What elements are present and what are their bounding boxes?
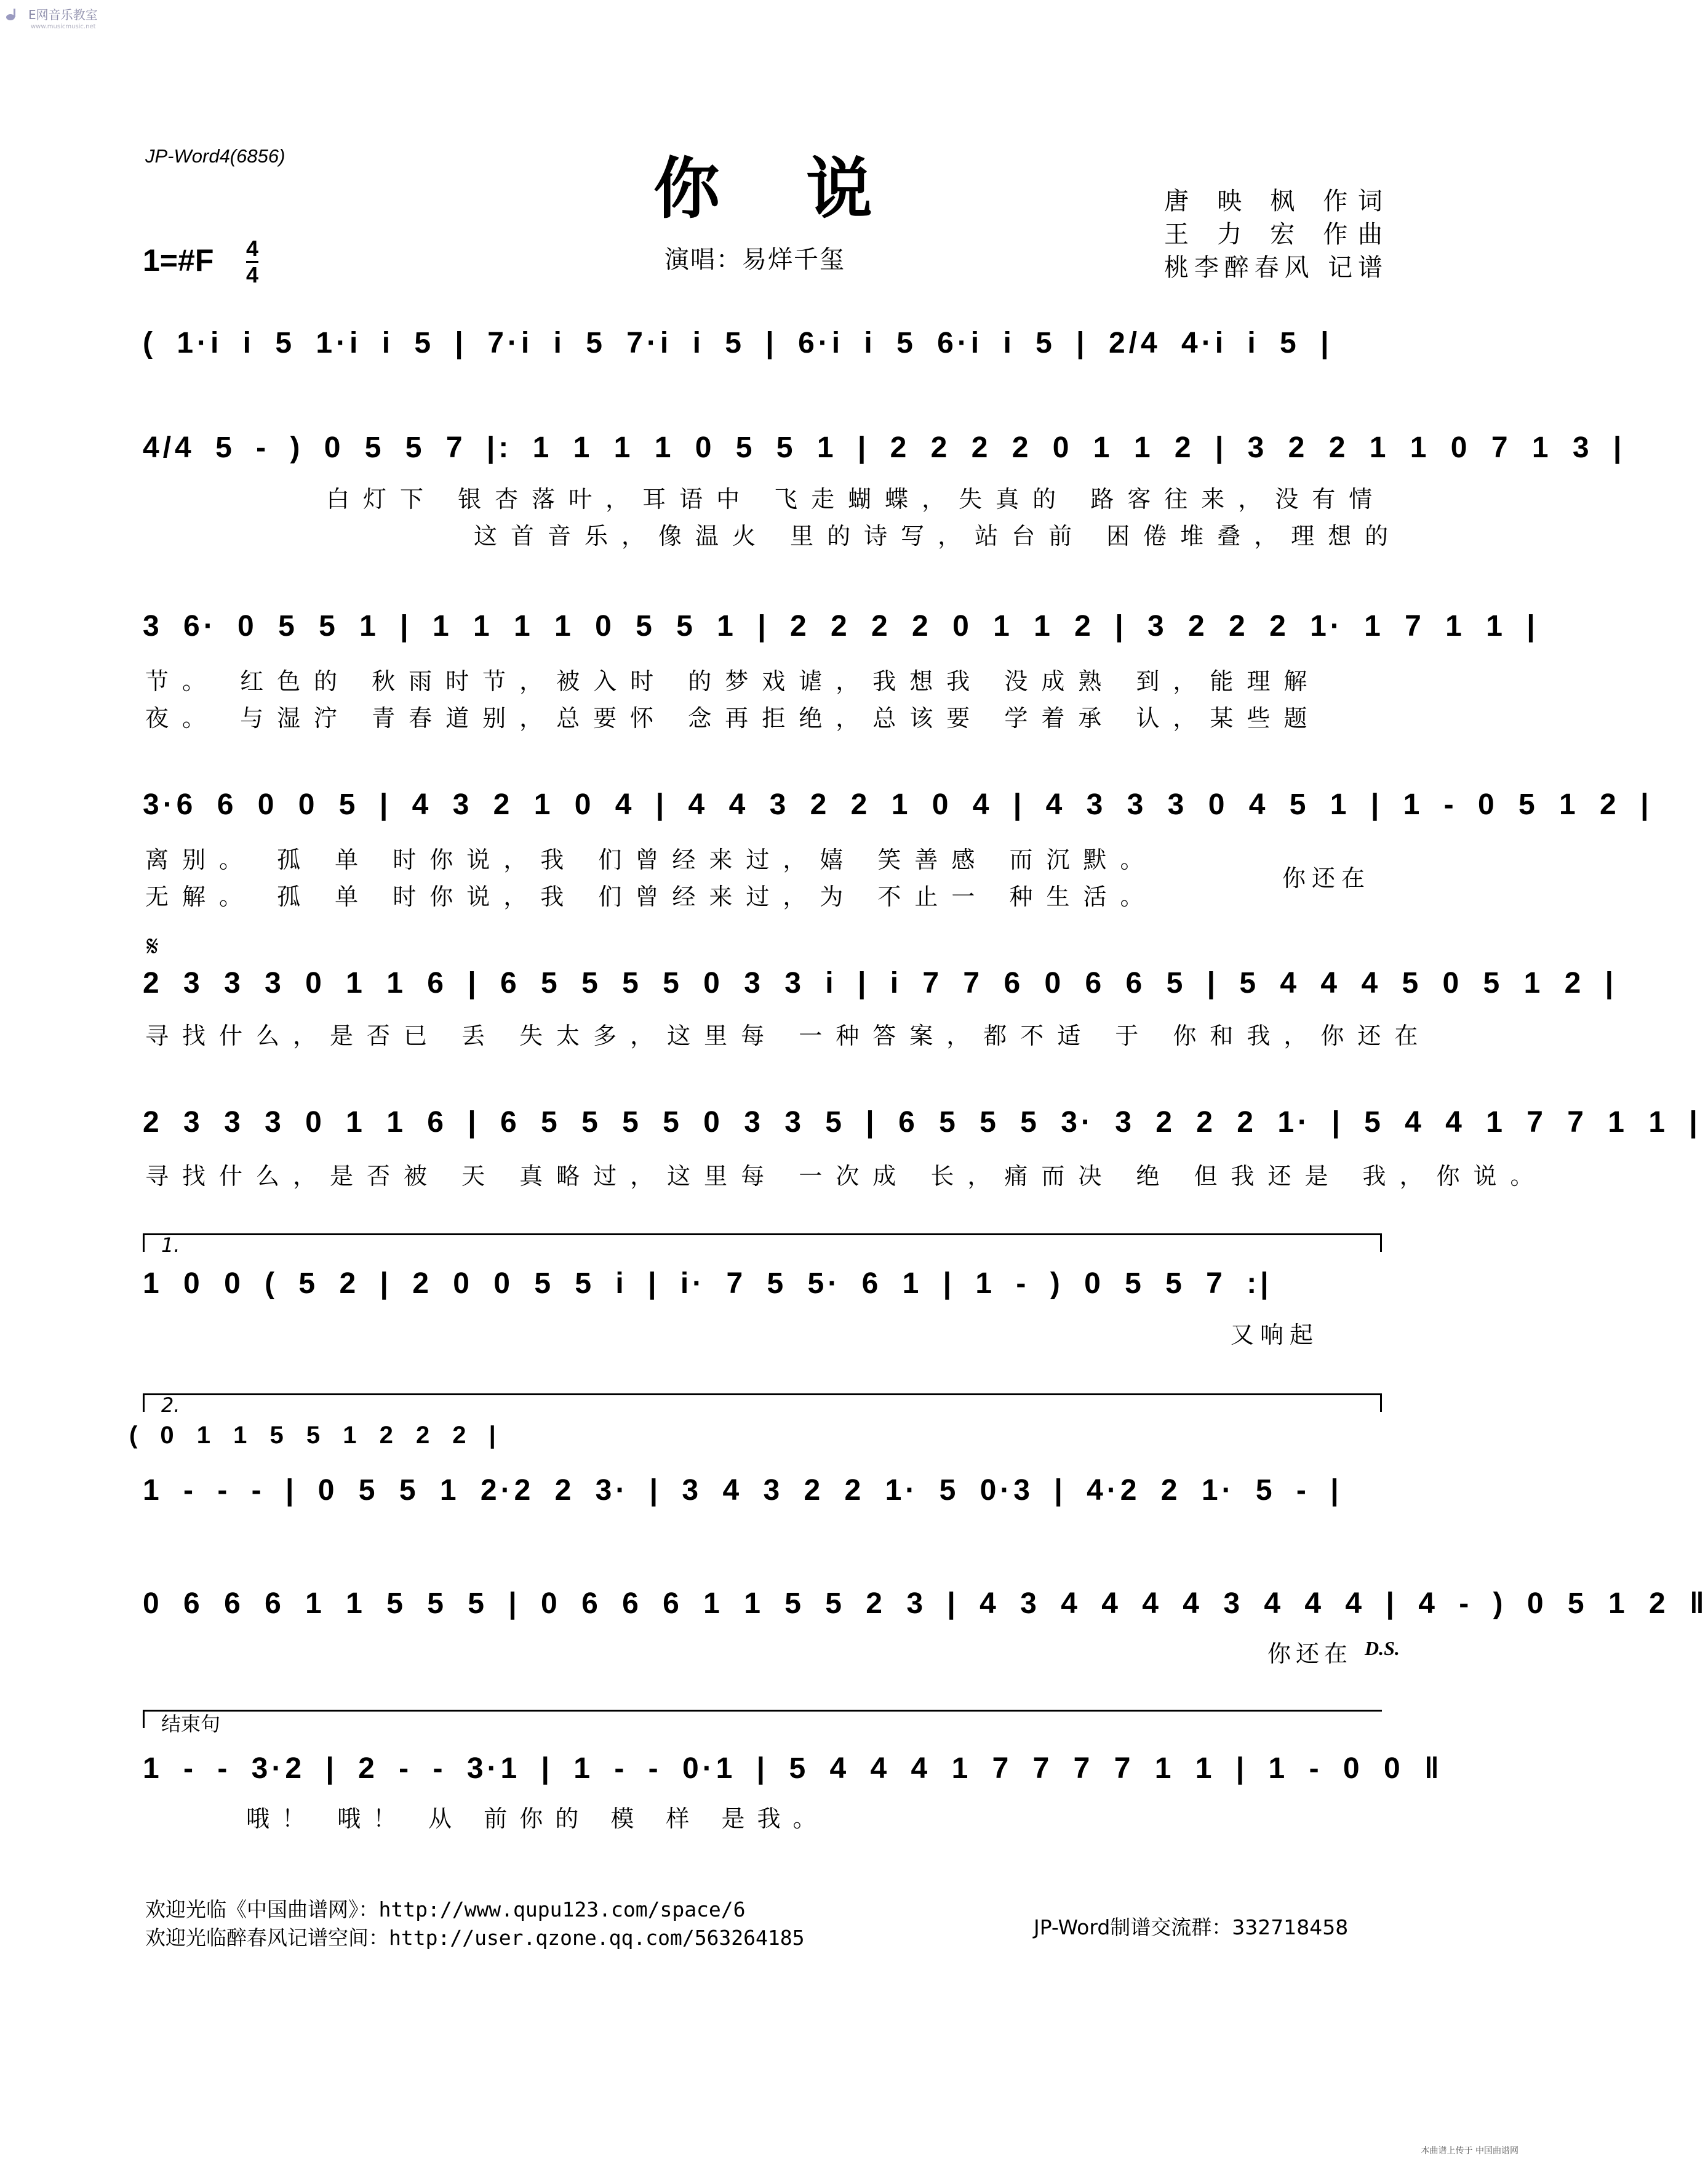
music-logo-icon xyxy=(5,7,25,21)
footer-links xyxy=(145,1896,805,1952)
lyric-side: 你还在 xyxy=(1282,865,1371,892)
score-row-10: 1 - - 3·2 | 2 - - 3·1 | 1 - - 0·1 | 5 4 4 4 1 7 7 7 7 1 1 | 1 - 0 0 ‖ xyxy=(143,1752,1443,1785)
lyric-row-4b: 无解。 孤 单 时你说，我 们曾经来过，为 不止一 种生活。 xyxy=(145,883,1157,910)
lyric-row-7: 又响起 xyxy=(1231,1321,1320,1348)
ending-label: 结束句 xyxy=(161,1712,221,1736)
time-signature xyxy=(246,238,258,286)
watermark-sub: www.musicmusic.net xyxy=(31,23,96,30)
lyric-row-9: 你还在 xyxy=(1267,1640,1353,1667)
lyric-row-2b: 这首音乐，像温火 里的诗写，站台前 困倦堆叠，理想的 xyxy=(474,523,1402,550)
time-denominator: 4 xyxy=(246,262,259,287)
volta-1-label: 1. xyxy=(161,1233,180,1257)
watermark-site: E网音乐教室 xyxy=(28,7,98,22)
transcriber: 桃李醉春风 记谱 xyxy=(1164,254,1386,282)
lyric-row-5: 寻找什么，是否已 丢 失太多，这里每 一种答案，都不适 于 你和我，你还在 xyxy=(145,1022,1432,1049)
footer-link-1[interactable]: 欢迎光临《中国曲谱网》：http://www.qupu123.com/space/6 xyxy=(145,1897,746,1921)
score-row-1: ( 1·i i 5 1·i i 5 | 7·i i 5 7·i i 5 | 6·i i 5 6·i i 5 | 2/4 4·i i 5 | xyxy=(143,327,1333,359)
footer-group: JP-Word制谱交流群：332718458 xyxy=(1034,1915,1349,1939)
score-row-2: 4/4 5 - ) 0 5 5 7 |: 1 1 1 1 0 5 5 1 | 2 2 2 2 0 1 1 2 | 3 2 2 1 1 0 7 1 3 | xyxy=(143,431,1626,464)
lyricist: 唐 映 枫 作词 xyxy=(1164,187,1386,215)
score-row-6: 2 3 3 3 0 1 1 6 | 6 5 5 5 5 0 3 3 5 | 6 5 5 5 3· 3 2 2 2 1· | 5 4 4 1 7 7 1 1 | xyxy=(143,1106,1701,1139)
lyric-row-4a: 离别。 孤 单 时你说，我 们曾经来过，嬉 笑善感 而沉默。 xyxy=(145,846,1157,873)
score-row-8-upper: ( 0 1 1 5 5 1 2 2 2 | xyxy=(129,1422,500,1449)
lyric-row-3a: 节。 红色的 秋雨时节，被入时 的梦戏谑，我想我 没成熟 到，能理解 xyxy=(145,668,1321,695)
footer-link-2[interactable]: 欢迎光临醉春风记谱空间：http://user.qzone.qq.com/563264185 xyxy=(145,1926,805,1950)
volta-2-label: 2. xyxy=(161,1393,180,1417)
key-signature: 1=#F xyxy=(143,243,214,278)
ds-mark: D.S. xyxy=(1365,1637,1400,1659)
lyric-row-3b: 夜。 与湿泞 青春道别，总要怀 念再拒绝，总该要 学着承 认，某些题 xyxy=(145,705,1321,732)
watermark xyxy=(5,5,98,23)
score-row-7: 1 0 0 ( 5 2 | 2 0 0 5 5 i | i· 7 5 5· 6 1 | 1 - ) 0 5 5 7 :| xyxy=(143,1267,1272,1300)
score-row-3: 3 6· 0 5 5 1 | 1 1 1 1 0 5 5 1 | 2 2 2 2 0 1 1 2 | 3 2 2 2 1· 1 7 1 1 | xyxy=(143,610,1539,643)
segno-sign: 𝄋 xyxy=(146,929,159,963)
composer: 王 力 宏 作曲 xyxy=(1164,220,1386,249)
page-title: 你说 xyxy=(653,150,959,228)
lyric-row-10: 哦！ 哦！ 从 前你的 模 样 是我。 xyxy=(246,1805,829,1832)
lyric-row-2a: 白灯下 银杏落叶，耳语中 飞走蝴蝶，失真的 路客往来，没有情 xyxy=(326,486,1386,513)
score-row-8: 1 - - - | 0 5 5 1 2·2 2 3· | 3 4 3 2 2 1· 5 0·3 | 4·2 2 1· 5 - | xyxy=(143,1474,1343,1507)
score-row-4: 3·6 6 0 0 5 | 4 3 2 1 0 4 | 4 4 3 2 2 1 0 4 | 4 3 3 3 0 4 5 1 | 1 - 0 5 1 2 | xyxy=(143,788,1653,821)
credits xyxy=(1164,185,1386,284)
time-numerator: 4 xyxy=(246,236,259,261)
source-label: JP-Word4(6856) xyxy=(145,145,285,167)
singer: 演唱：易烊千玺 xyxy=(664,246,845,274)
score-row-9: 0 6 6 6 1 1 5 5 5 | 0 6 6 6 1 1 5 5 2 3 | 4 3 4 4 4 4 3 4 4 4 | 4 - ) 0 5 1 2 ‖ xyxy=(143,1587,1708,1620)
score-row-5: 2 3 3 3 0 1 1 6 | 6 5 5 5 5 0 3 3 i | i 7 7 6 0 6 6 5 | 5 4 4 4 5 0 5 1 2 | xyxy=(143,967,1618,999)
upload-stamp: 本曲谱上传于 中国曲谱网 xyxy=(1421,2146,1518,2156)
lyric-row-6: 寻找什么，是否被 天 真略过，这里每 一次成 长，痛而决 绝 但我还是 我，你说。 xyxy=(145,1163,1547,1190)
